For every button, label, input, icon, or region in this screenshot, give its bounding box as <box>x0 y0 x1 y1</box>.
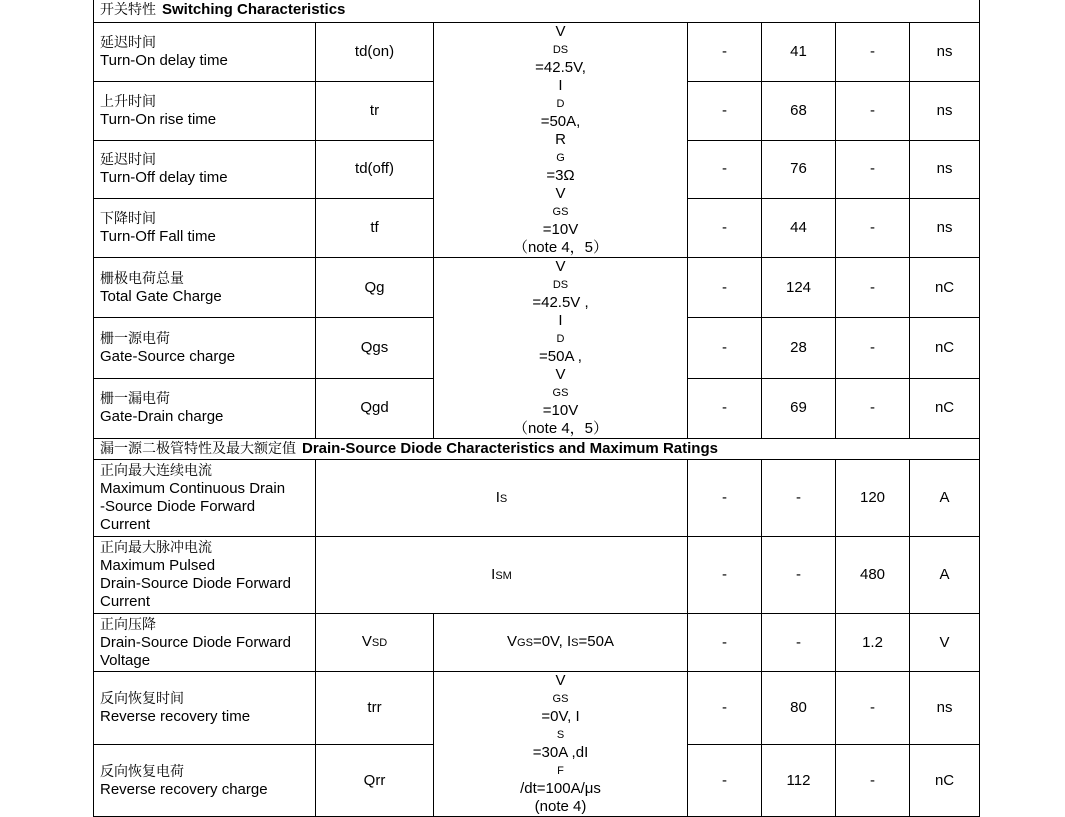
param-cell <box>94 460 316 537</box>
table-row <box>94 672 980 745</box>
param-en: Reverse recovery charge <box>100 780 268 798</box>
param-en-line: -Source Diode Forward <box>100 498 256 515</box>
table-row <box>94 23 980 82</box>
param-cn: 栅一源电荷 <box>100 330 170 347</box>
max-cell: 1.2 <box>836 614 910 672</box>
table-row <box>94 537 980 614</box>
section-title <box>94 0 980 23</box>
param-cn: 正向最大脉冲电流 <box>100 540 212 556</box>
typ-cell: 28 <box>762 318 836 378</box>
param-cell <box>94 140 316 199</box>
min-cell: - <box>688 23 762 82</box>
section-title-en: Drain-Source Diode Characteristics and Maximum Ratings <box>302 440 718 457</box>
unit-cell: ns <box>910 23 980 82</box>
typ-cell: 76 <box>762 140 836 199</box>
max-cell: - <box>836 318 910 378</box>
max-cell: 120 <box>836 460 910 537</box>
cond-line: V GS =0V, I S =30A ,dI F /dt=100A/μs <box>520 672 601 797</box>
param-en-line: Current <box>100 516 151 533</box>
table-row <box>94 614 980 672</box>
max-cell: - <box>836 199 910 258</box>
min-cell: - <box>688 745 762 817</box>
cond-rg: R G =3Ω <box>546 131 575 184</box>
min-cell: - <box>688 460 762 537</box>
symbol-cell: Qg <box>316 258 434 318</box>
cond-note: （note 4，5） <box>512 239 609 256</box>
symbol-cell: Qrr <box>316 745 434 817</box>
unit-cell: ns <box>910 672 980 745</box>
param-en-line: Maximum Continuous Drain <box>100 480 286 497</box>
param-en: Gate-Source charge <box>100 347 236 365</box>
max-cell: - <box>836 140 910 199</box>
param-en: Total Gate Charge <box>100 287 222 305</box>
param-cn: 栅一漏电荷 <box>100 391 170 408</box>
param-cell <box>94 537 316 614</box>
unit-cell: A <box>910 537 980 614</box>
param-cell <box>94 614 316 672</box>
table-row <box>94 258 980 318</box>
cond-vgs: V GS =10V <box>542 185 579 238</box>
min-cell: - <box>688 199 762 258</box>
spec-table <box>93 0 980 817</box>
typ-cell: - <box>762 537 836 614</box>
param-cn: 延迟时间 <box>100 34 156 51</box>
typ-cell: 112 <box>762 745 836 817</box>
param-cell <box>94 378 316 438</box>
param-cell <box>94 672 316 745</box>
min-cell: - <box>688 318 762 378</box>
param-cell <box>94 258 316 318</box>
max-cell: - <box>836 258 910 318</box>
typ-cell: 41 <box>762 23 836 82</box>
param-cn: 延迟时间 <box>100 152 156 169</box>
param-cn: 反向恢复电荷 <box>100 763 184 780</box>
unit-cell: ns <box>910 81 980 140</box>
unit-cell: nC <box>910 745 980 817</box>
cond-note: (note 4) <box>534 798 587 815</box>
max-cell: - <box>836 23 910 82</box>
typ-cell: 80 <box>762 672 836 745</box>
symbol-cell: trr <box>316 672 434 745</box>
typ-cell: - <box>762 460 836 537</box>
param-en: Turn-Off Fall time <box>100 228 216 246</box>
symbol-cell: Qgd <box>316 378 434 438</box>
cond-vds: V DS =42.5V, <box>535 23 586 76</box>
symbol-cell: tr <box>316 81 434 140</box>
typ-cell: 124 <box>762 258 836 318</box>
min-cell: - <box>688 614 762 672</box>
param-en-line: Voltage <box>100 651 151 669</box>
test-condition-cell <box>434 23 688 258</box>
section-header-switching <box>94 0 980 23</box>
min-cell: - <box>688 378 762 438</box>
max-cell: 480 <box>836 537 910 614</box>
param-cn: 下降时间 <box>100 211 156 228</box>
section-title <box>94 439 980 460</box>
param-cn: 正向最大连续电流 <box>100 463 212 479</box>
test-condition-cell <box>434 672 688 817</box>
typ-cell: - <box>762 614 836 672</box>
cond-id: I D =50A , <box>539 312 582 365</box>
symbol-cell: td(on) <box>316 23 434 82</box>
unit-cell: nC <box>910 258 980 318</box>
symbol-cell: VSD <box>316 614 434 672</box>
param-en: Turn-On rise time <box>100 110 217 128</box>
param-cn: 上升时间 <box>100 93 156 110</box>
param-cell <box>94 318 316 378</box>
param-cell <box>94 199 316 258</box>
max-cell: - <box>836 745 910 817</box>
section-title-cn: 开关特性 <box>100 2 156 18</box>
param-en-line: Drain-Source Diode Forward <box>100 575 291 592</box>
param-cn: 反向恢复时间 <box>100 691 184 708</box>
param-en: Turn-Off delay time <box>100 169 228 187</box>
unit-cell: V <box>910 614 980 672</box>
param-en: Turn-On delay time <box>100 51 228 69</box>
typ-cell: 68 <box>762 81 836 140</box>
max-cell: - <box>836 672 910 745</box>
param-cn: 栅极电荷总量 <box>100 270 184 287</box>
min-cell: - <box>688 81 762 140</box>
cond-vds: V DS =42.5V , <box>532 258 589 311</box>
param-cell <box>94 745 316 817</box>
section-title-cn: 漏一源二极管特性及最大额定值 <box>100 441 296 457</box>
symbol-cell: Qgs <box>316 318 434 378</box>
test-condition-cell: VGS=0V, IS=50A <box>434 614 688 672</box>
cond-id: I D =50A, <box>540 77 581 130</box>
min-cell: - <box>688 537 762 614</box>
param-en: Reverse recovery time <box>100 708 251 726</box>
param-cell <box>94 81 316 140</box>
typ-cell: 69 <box>762 378 836 438</box>
cond-note: （note 4，5） <box>512 420 609 437</box>
param-en-line: Drain-Source Diode Forward <box>100 633 291 651</box>
unit-cell: nC <box>910 378 980 438</box>
symbol-cell: IS <box>316 460 688 537</box>
param-cell <box>94 23 316 82</box>
param-cn: 正向压降 <box>100 616 156 633</box>
unit-cell: nC <box>910 318 980 378</box>
typ-cell: 44 <box>762 199 836 258</box>
min-cell: - <box>688 140 762 199</box>
table-row <box>94 460 980 537</box>
unit-cell: ns <box>910 140 980 199</box>
unit-cell: ns <box>910 199 980 258</box>
min-cell: - <box>688 258 762 318</box>
unit-cell: A <box>910 460 980 537</box>
section-header-diode <box>94 439 980 460</box>
param-en-line: Current <box>100 593 151 610</box>
section-title-en: Switching Characteristics <box>162 1 346 18</box>
max-cell: - <box>836 378 910 438</box>
symbol-cell: ISM <box>316 537 688 614</box>
max-cell: - <box>836 81 910 140</box>
test-condition-cell <box>434 258 688 439</box>
cond-vgs: V GS =10V <box>542 366 579 419</box>
min-cell: - <box>688 672 762 745</box>
param-en-line: Maximum Pulsed <box>100 557 216 574</box>
symbol-cell: td(off) <box>316 140 434 199</box>
symbol-cell: tf <box>316 199 434 258</box>
param-en: Gate-Drain charge <box>100 408 224 426</box>
